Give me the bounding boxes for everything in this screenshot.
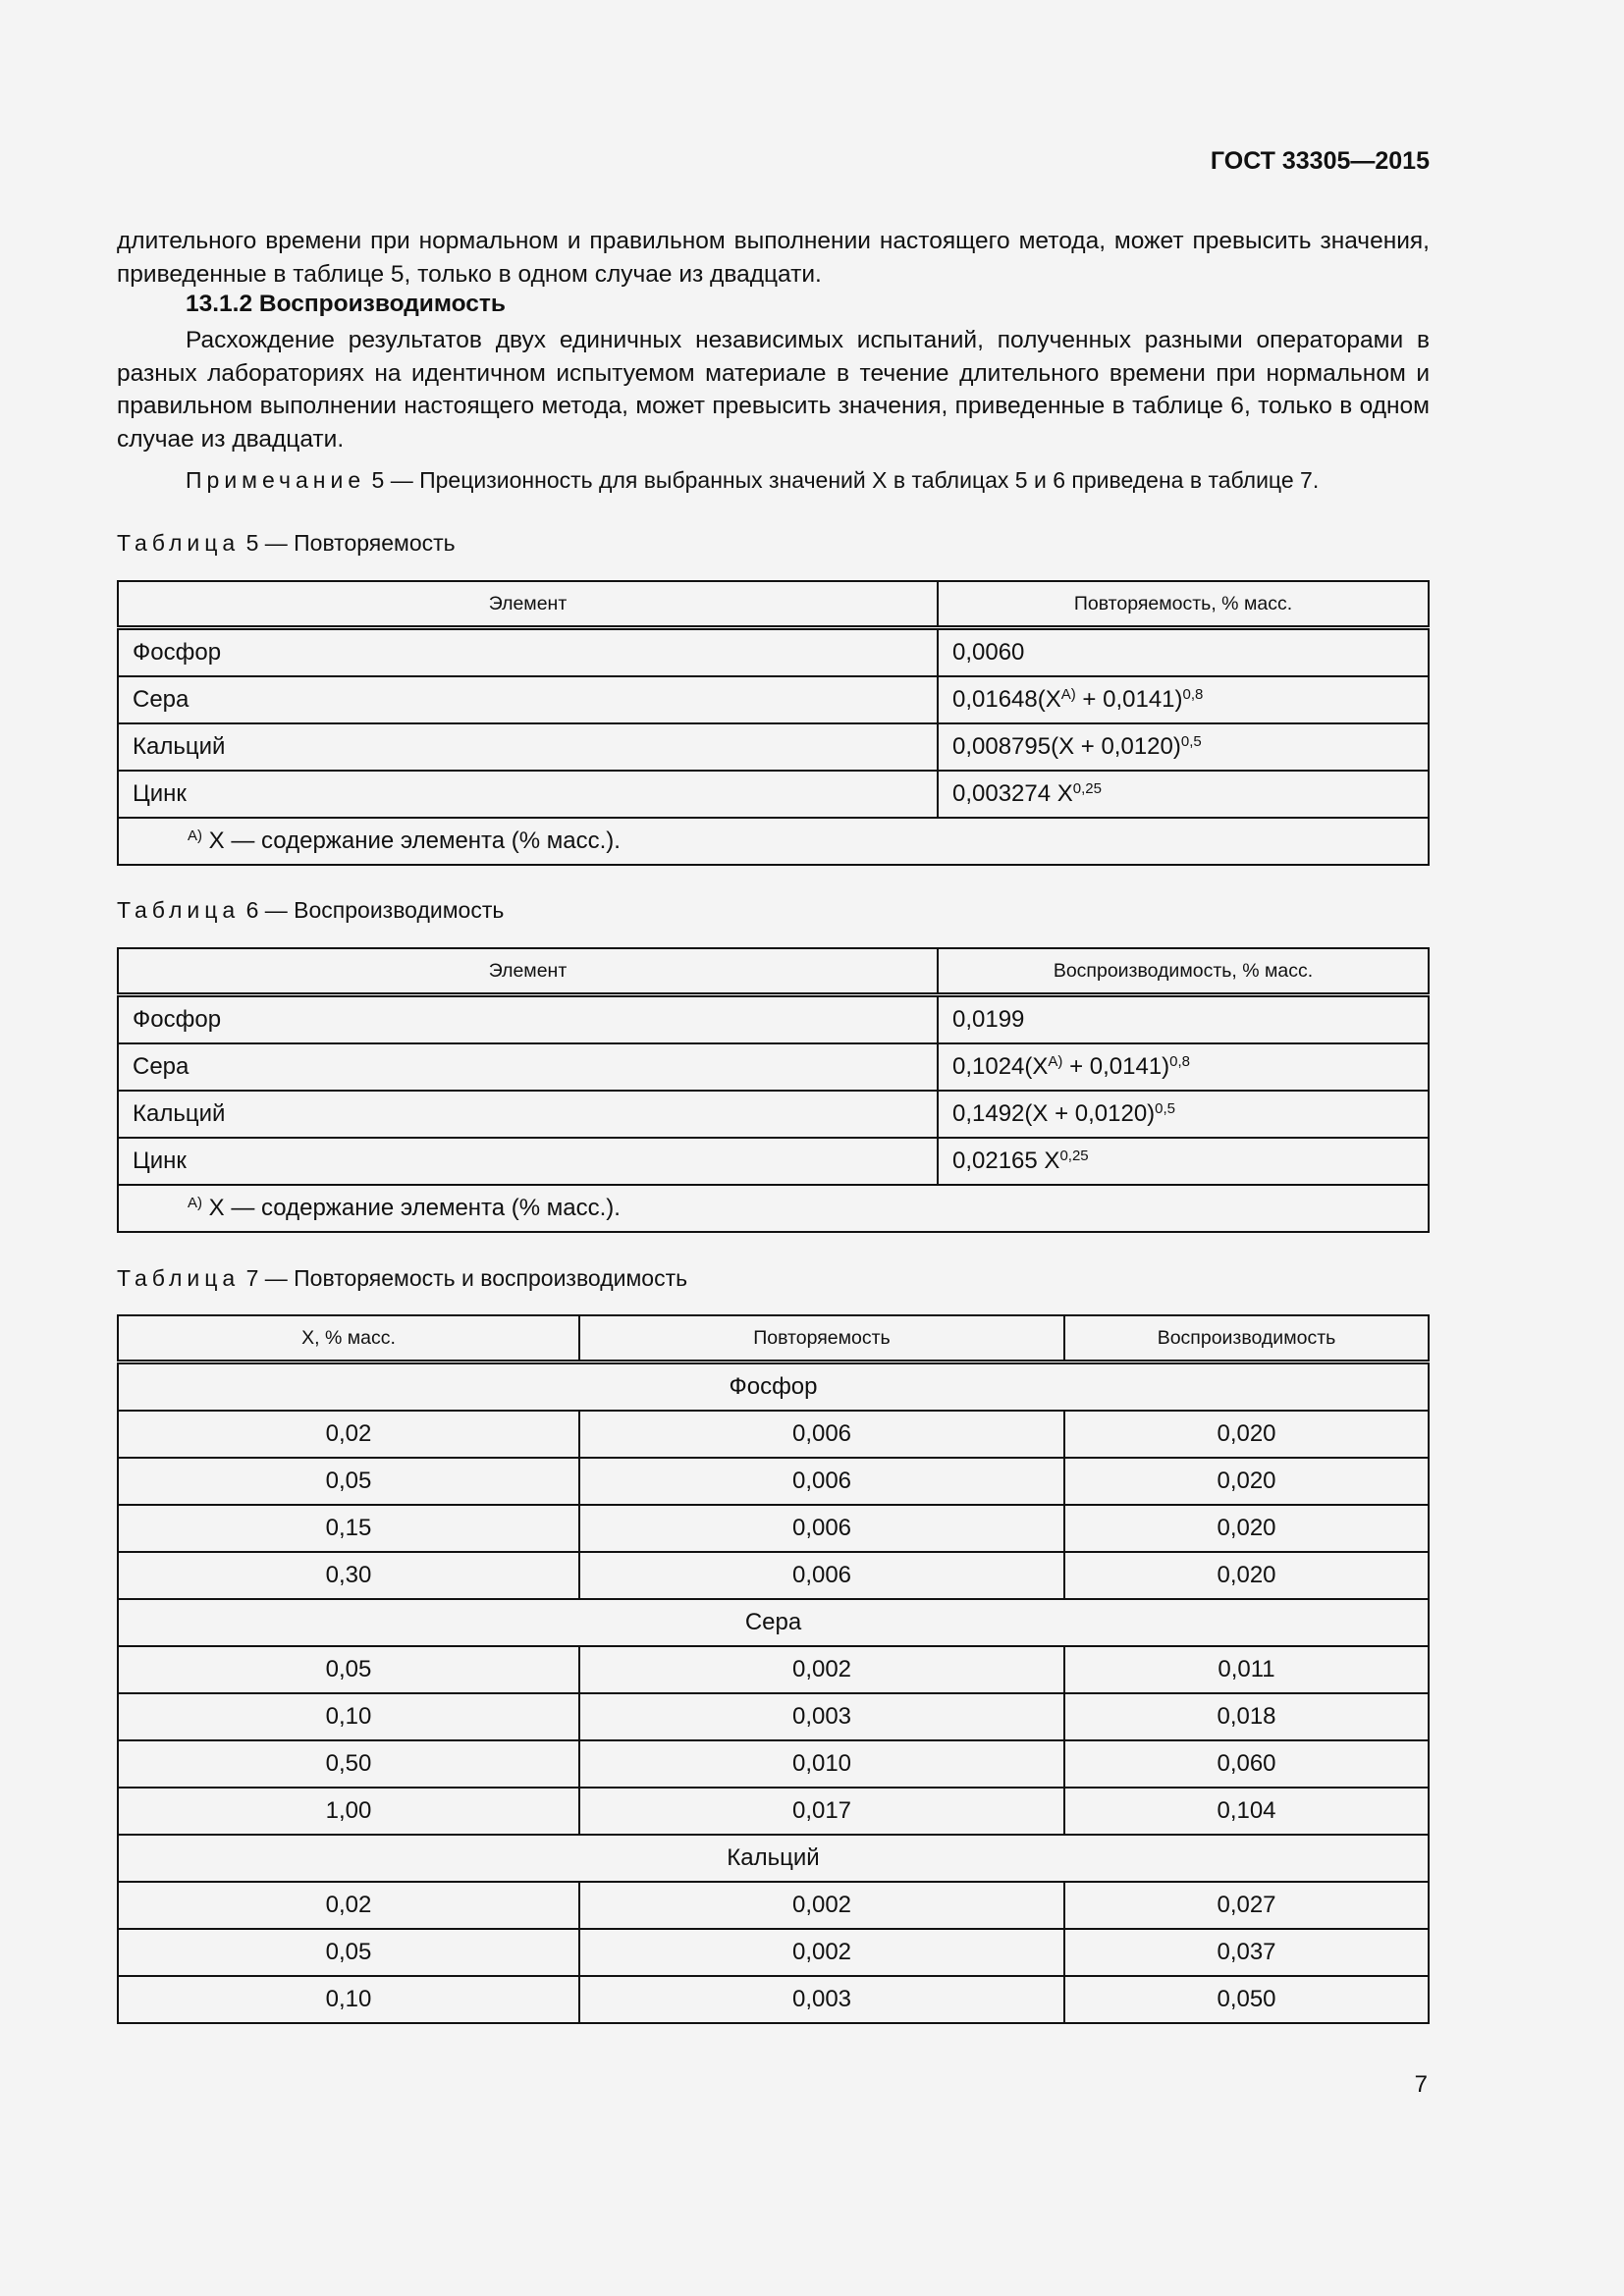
value-cell [938,628,1429,677]
table-row [118,995,1429,1044]
page-number: 7 [1414,2071,1428,2098]
superscript: 0,8 [1182,686,1204,703]
superscript: 0,5 [1155,1100,1176,1117]
element-cell: Фосфор [118,995,938,1044]
caption-label: Таблица [117,897,241,923]
group-row [118,1835,1429,1882]
paragraph: длительного времени при нормальном и правильном выполнении настоящего метода, может превысить значения, приведенные в таблице 5, только в одном случае из двадцати. [117,228,1430,288]
repeatability-cell: 0,003 [579,1693,1064,1740]
reproducibility-cell: 0,104 [1064,1788,1429,1835]
reproducibility-cell: 0,020 [1064,1552,1429,1599]
note-text: 5 — Прецизионность для выбранных значений X в таблицах 5 и 6 приведена в таблице 7. [365,467,1320,493]
table-row [118,1929,1429,1976]
repeatability-cell: 0,006 [579,1505,1064,1552]
value-cell [938,771,1429,818]
x-cell: 0,15 [118,1505,579,1552]
element-cell: Кальций [118,1091,938,1138]
reproducibility-cell: 0,060 [1064,1740,1429,1788]
table-row [118,676,1429,723]
table-row [118,1976,1429,2023]
x-cell: 0,05 [118,1929,579,1976]
table-row [118,1552,1429,1599]
footnote-mark: А) [188,828,202,844]
formula-part: 0,003274 X [952,780,1073,807]
formula-part: 0,02165 X [952,1148,1060,1174]
caption-text: 7 — Повторяемость и воспроизводимость [240,1265,688,1291]
value-cell [938,1043,1429,1091]
footnote-row [118,1185,1429,1232]
element-cell: Цинк [118,1138,938,1185]
table-row [118,1138,1429,1185]
table-row [118,1740,1429,1788]
caption-label: Таблица [117,1265,241,1291]
column-header: Повторяемость, % масс. [938,581,1429,628]
repeatability-cell: 0,006 [579,1458,1064,1505]
reproducibility-cell: 0,037 [1064,1929,1429,1976]
reproducibility-cell: 0,020 [1064,1505,1429,1552]
x-cell: 0,02 [118,1882,579,1929]
column-header: Воспроизводимость [1064,1315,1429,1362]
header-row [118,581,1429,628]
column-header: Элемент [118,581,938,628]
section-heading: 13.1.2 Воспроизводимость [186,291,506,317]
formula-part: + 0,0141) [1062,1053,1170,1080]
group-name: Сера [118,1599,1429,1646]
formula-part: 0,01648(X [952,686,1061,713]
column-header: Элемент [118,948,938,995]
superscript: 0,8 [1169,1053,1191,1070]
table-row [118,1788,1429,1835]
table7-caption [117,1265,687,1292]
repeatability-cell: 0,003 [579,1976,1064,2023]
footnote-text: X — содержание элемента (% масс.). [202,1195,621,1221]
repeatability-cell: 0,002 [579,1882,1064,1929]
repeatability-cell: 0,002 [579,1929,1064,1976]
footnote-mark: А) [188,1195,202,1211]
caption-text: 5 — Повторяемость [240,530,456,556]
formula-part: 0,0060 [952,639,1025,666]
repeatability-cell: 0,010 [579,1740,1064,1788]
reproducibility-cell: 0,050 [1064,1976,1429,2023]
table7 [117,1314,1430,2024]
caption-text: 6 — Воспроизводимость [240,897,505,923]
table-row [118,1458,1429,1505]
table-row [118,1505,1429,1552]
value-cell [938,723,1429,771]
footnote [118,818,1429,865]
superscript: 0,5 [1180,733,1202,750]
repeatability-cell: 0,006 [579,1411,1064,1458]
table-row [118,771,1429,818]
x-cell: 0,30 [118,1552,579,1599]
note [186,467,1319,494]
value-cell [938,1138,1429,1185]
table-row [118,1411,1429,1458]
x-cell: 0,05 [118,1458,579,1505]
superscript: 0,25 [1072,780,1102,797]
superscript: 0,25 [1059,1148,1089,1164]
document-header: ГОСТ 33305—2015 [1210,147,1430,175]
formula-part: 0,1492(X + 0,0120) [952,1100,1156,1127]
table5-caption [117,530,456,557]
x-cell: 0,05 [118,1646,579,1693]
repeatability-cell: 0,002 [579,1646,1064,1693]
x-cell: 1,00 [118,1788,579,1835]
x-cell: 0,10 [118,1693,579,1740]
footnote-row [118,818,1429,865]
value-cell [938,676,1429,723]
reproducibility-cell: 0,018 [1064,1693,1429,1740]
header-row [118,1315,1429,1362]
table-row [118,1693,1429,1740]
table5 [117,580,1430,866]
table6-caption [117,897,504,924]
caption-label: Таблица [117,530,241,556]
paragraph: Расхождение результатов двух единичных независимых испытаний, полученных разными операторами в разных лабораториях на идентичном испытуемом материале в течение длительного времени при нормальном и правильном выполнении настоящего метода, может превысить значения, приведенные в таблице 6, только в одном случае из двадцати. [117,327,1430,453]
value-cell [938,995,1429,1044]
element-cell: Кальций [118,723,938,771]
column-header: Повторяемость [579,1315,1064,1362]
table-row [118,723,1429,771]
table-row [118,1043,1429,1091]
header-row [118,948,1429,995]
table-row [118,1646,1429,1693]
formula-part: 0,0199 [952,1006,1025,1033]
element-cell: Сера [118,1043,938,1091]
formula-part: 0,1024(X [952,1053,1049,1080]
x-cell: 0,10 [118,1976,579,2023]
column-header: X, % масс. [118,1315,579,1362]
formula-part: 0,008795(X + 0,0120) [952,733,1181,760]
reproducibility-cell: 0,027 [1064,1882,1429,1929]
repeatability-cell: 0,006 [579,1552,1064,1599]
table-row [118,1091,1429,1138]
column-header: Воспроизводимость, % масс. [938,948,1429,995]
footnote-text: X — содержание элемента (% масс.). [202,828,621,854]
group-name: Фосфор [118,1362,1429,1412]
note-label: Примечание [186,467,366,493]
repeatability-cell: 0,017 [579,1788,1064,1835]
superscript: А) [1060,686,1076,703]
element-cell: Фосфор [118,628,938,677]
formula-part: + 0,0141) [1075,686,1183,713]
reproducibility-cell: 0,020 [1064,1458,1429,1505]
group-row [118,1362,1429,1412]
group-row [118,1599,1429,1646]
x-cell: 0,50 [118,1740,579,1788]
value-cell [938,1091,1429,1138]
group-name: Кальций [118,1835,1429,1882]
x-cell: 0,02 [118,1411,579,1458]
footnote [118,1185,1429,1232]
reproducibility-cell: 0,011 [1064,1646,1429,1693]
element-cell: Сера [118,676,938,723]
table6 [117,947,1430,1233]
table-row [118,1882,1429,1929]
superscript: А) [1048,1053,1063,1070]
element-cell: Цинк [118,771,938,818]
table-row [118,628,1429,677]
reproducibility-cell: 0,020 [1064,1411,1429,1458]
